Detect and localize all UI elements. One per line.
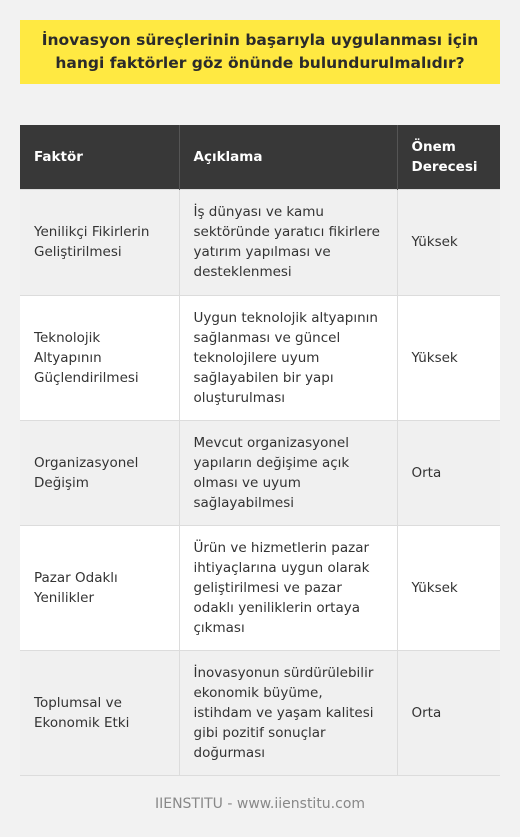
header-factor: Faktör [20,125,179,189]
header-importance: Önem Derecesi [397,125,500,189]
description-cell: Ürün ve hizmetlerin pazar ihtiyaçlarına uygun olarak geliştirilmesi ve pazar odaklı yeniliklerin ortaya çıkması [179,525,397,650]
importance-cell: Yüksek [397,525,500,650]
factors-table [20,125,500,776]
importance-cell: Yüksek [397,189,500,295]
footer-credit: IIENSTITU - www.iienstitu.com [154,796,366,812]
table-row [20,189,500,295]
importance-cell: Yüksek [397,295,500,420]
description-cell: İş dünyası ve kamu sektöründe yaratıcı fikirlere yatırım yapılması ve desteklenmesi [179,189,397,295]
table-row [20,525,500,650]
factor-cell: Pazar Odaklı Yenilikler [20,525,179,650]
table-row [20,420,500,525]
table-row [20,650,500,775]
factor-cell: Teknolojik Altyapının Güçlendirilmesi [20,295,179,420]
header-description: Açıklama [179,125,397,189]
table-header-row [20,125,500,189]
description-cell: Uygun teknolojik altyapının sağlanması ve güncel teknolojilere uyum sağlayabilen bir yapı oluşturulması [179,295,397,420]
description-cell: Mevcut organizasyonel yapıların değişime açık olması ve uyum sağlayabilmesi [179,420,397,525]
factor-cell: Yenilikçi Fikirlerin Geliştirilmesi [20,189,179,295]
factor-cell: Toplumsal ve Ekonomik Etki [20,650,179,775]
table-row [20,295,500,420]
question-title: İnovasyon süreçlerinin başarıyla uygulanması için hangi faktörler göz önünde bulundurulmalıdır? [20,20,500,84]
importance-cell: Orta [397,650,500,775]
importance-cell: Orta [397,420,500,525]
factor-cell: Organizasyonel Değişim [20,420,179,525]
description-cell: İnovasyonun sürdürülebilir ekonomik büyüme, istihdam ve yaşam kalitesi gibi pozitif sonuçlar doğurması [179,650,397,775]
